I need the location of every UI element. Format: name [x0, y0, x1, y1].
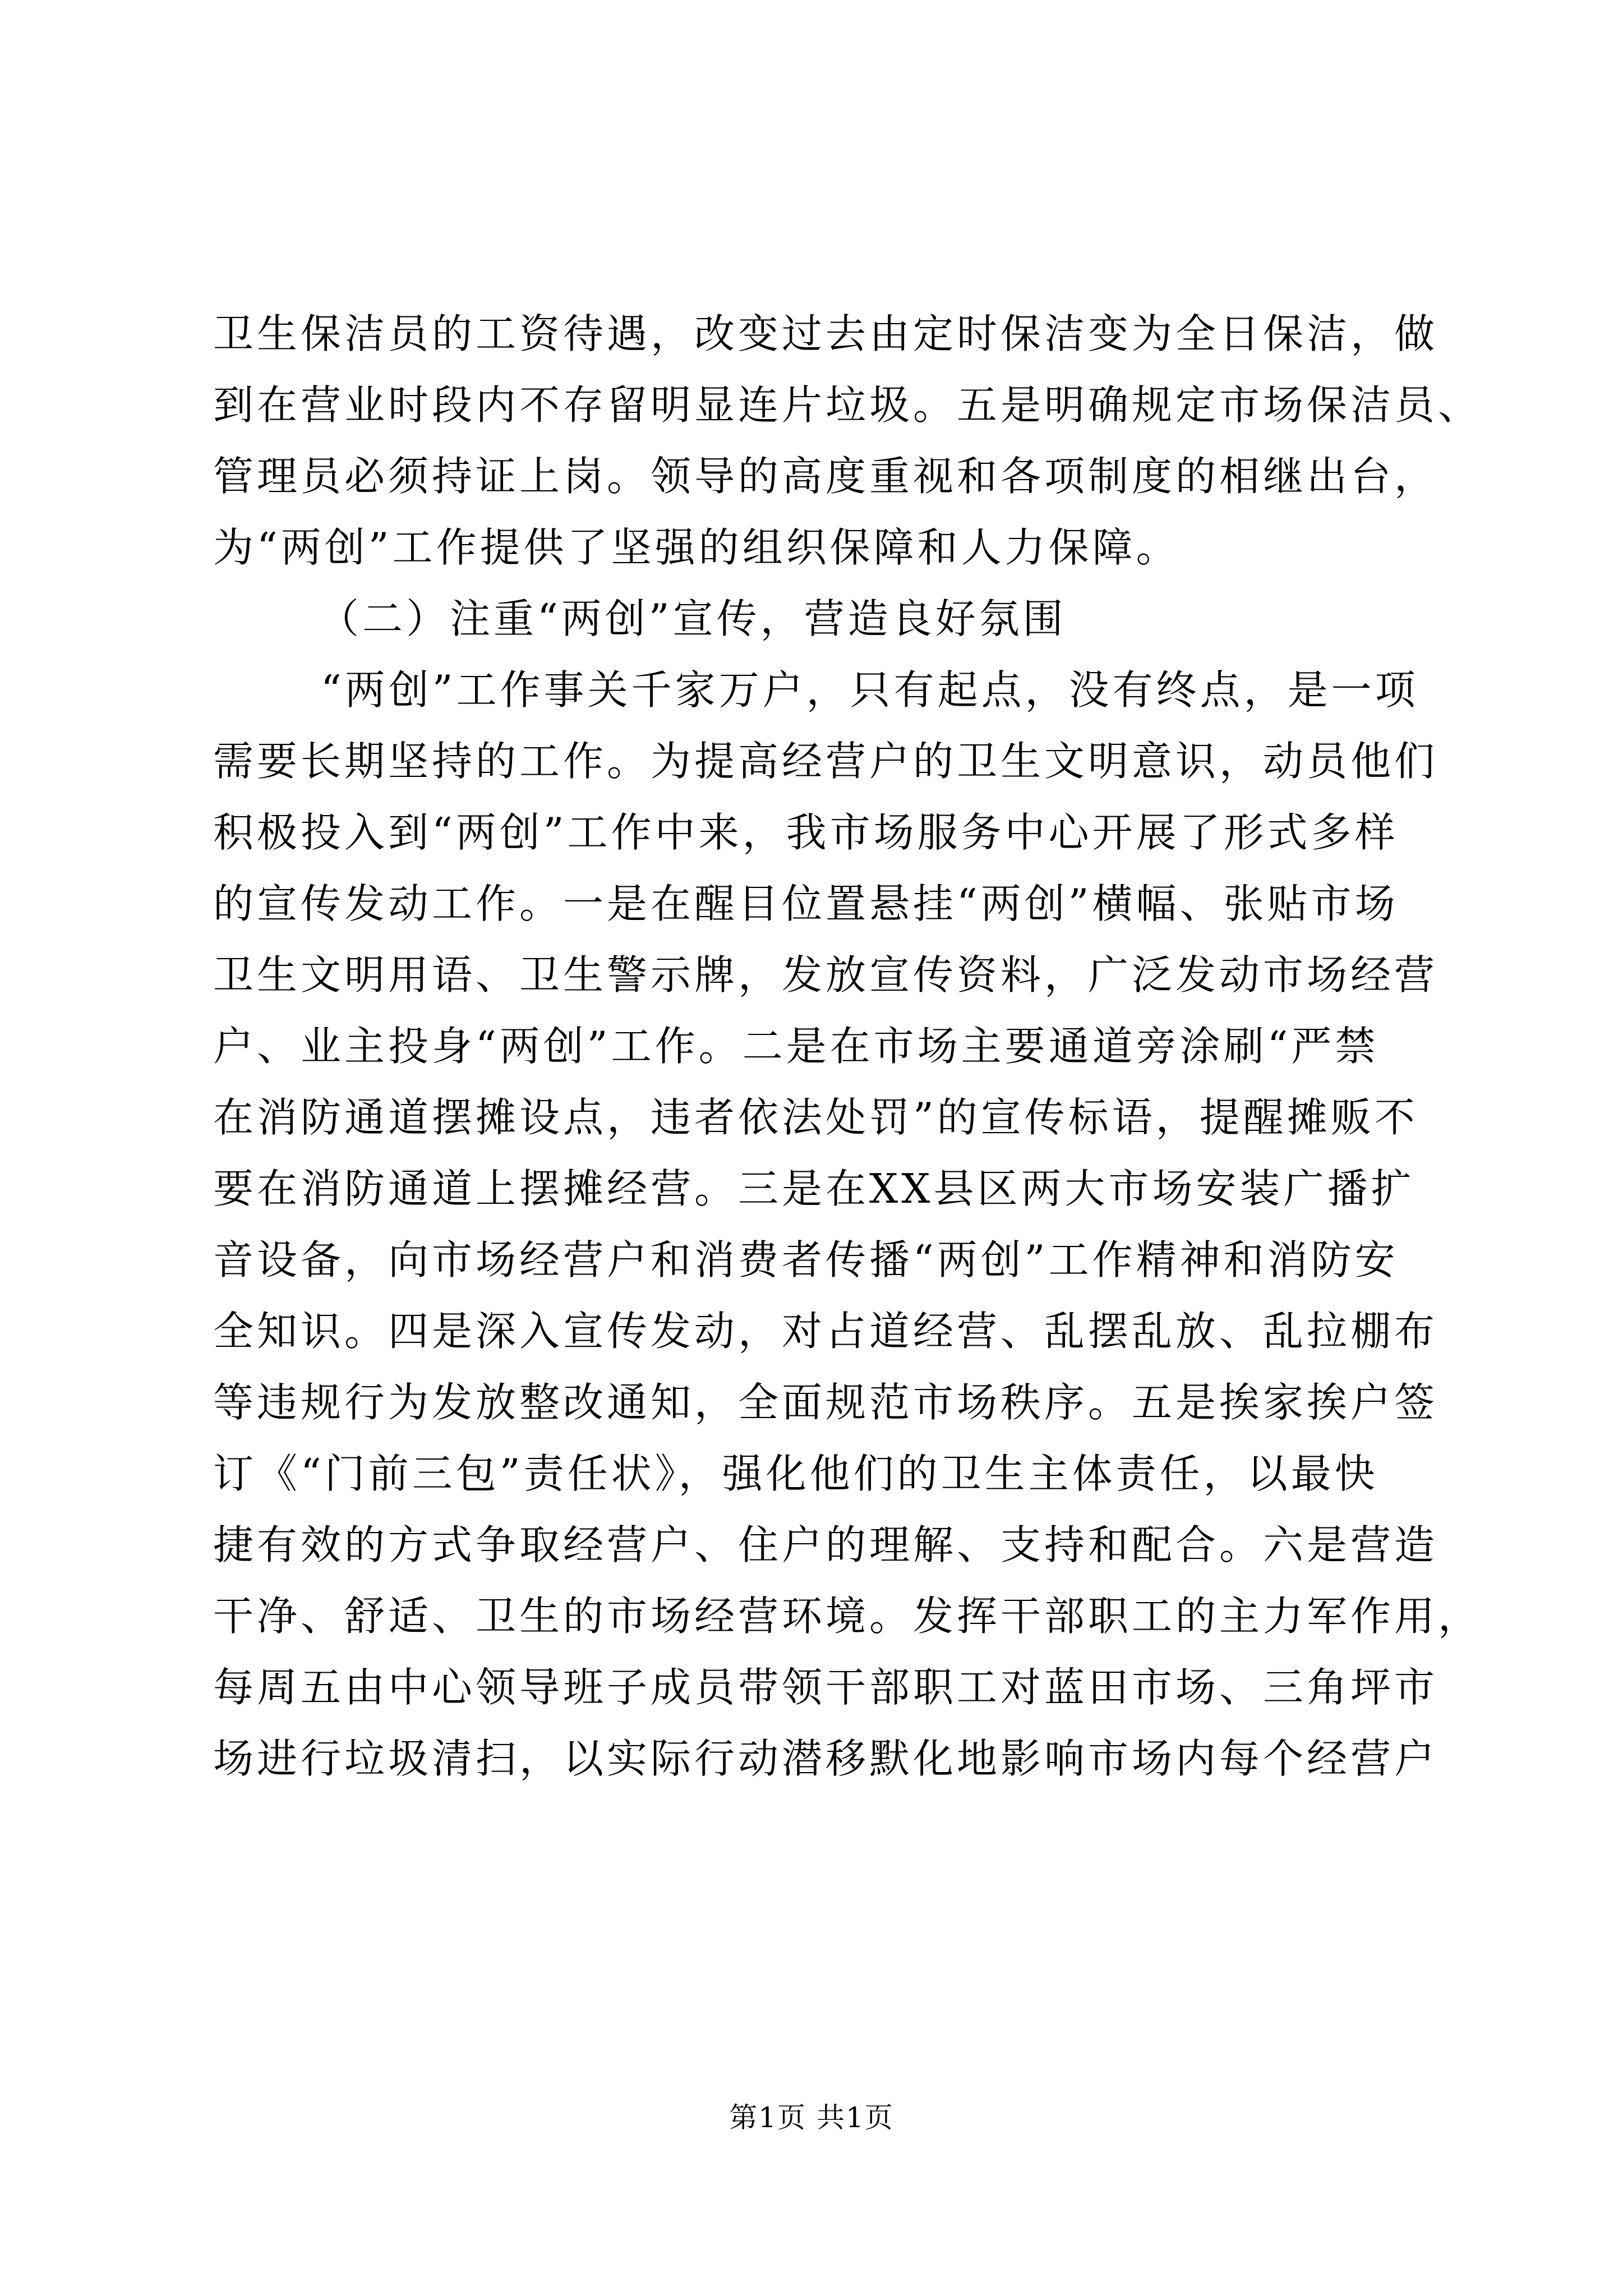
- body-text-line: 为“两创”工作提供了坚强的组织保障和人力保障。: [213, 524, 1180, 571]
- body-text-line: 到在营业时段内不存留明显连片垃圾。五是明确规定市场保洁员、: [213, 381, 1482, 429]
- body-text-line: 等违规行为发放整改通知，全面规范市场秩序。五是挨家挨户签: [213, 1379, 1438, 1426]
- body-text-line: 要在消防通道上摆摊经营。三是在XX县区两大市场安装广播扩: [213, 1165, 1415, 1212]
- body-text-line: 场进行垃圾清扫，以实际行动潜移默化地影响市场内每个经营户: [213, 1735, 1438, 1782]
- body-text-line: 干净、舒适、卫生的市场经营环境。发挥干部职工的主力军作用，: [213, 1593, 1482, 1640]
- body-text-line: 卫生文明用语、卫生警示牌，发放宣传资料，广泛发动市场经营: [213, 951, 1438, 999]
- body-text-line: 每周五由中心领导班子成员带领干部职工对蓝田市场、三角坪市: [213, 1664, 1438, 1711]
- body-text-line: 的宣传发动工作。一是在醒目位置悬挂“两创”横幅、张贴市场: [213, 880, 1399, 927]
- body-text-line: 捷有效的方式争取经营户、住户的理解、支持和配合。六是营造: [213, 1521, 1438, 1568]
- body-text-line: 积极投入到“两创”工作中来，我市场服务中心开展了形式多样: [213, 809, 1399, 856]
- section-heading: （二）注重“两创”宣传，营造良好氛围: [319, 595, 1067, 642]
- body-text-line: 卫生保洁员的工资待遇，改变过去由定时保洁变为全日保洁，做: [213, 310, 1438, 357]
- body-text-line: 在消防通道摆摊设点，违者依法处罚”的宣传标语，提醒摊贩不: [213, 1094, 1418, 1141]
- body-text-line: 户、业主投身“两创”工作。二是在市场主要通道旁涂刷“严禁: [213, 1023, 1379, 1070]
- body-text-line: 管理员必须持证上岗。领导的高度重视和各项制度的相继出台，: [213, 453, 1438, 500]
- body-text-line: 订《“门前三包”责任状》，强化他们的卫生主体责任，以最快: [213, 1450, 1378, 1497]
- page-number-footer: 第1页 共1页: [729, 2101, 894, 2134]
- body-text-line: 需要长期坚持的工作。为提高经营户的卫生文明意识，动员他们: [213, 738, 1438, 785]
- body-text-line: “两创”工作事关千家万户，只有起点，没有终点，是一项: [321, 666, 1419, 714]
- body-text-line: 音设备，向市场经营户和消费者传播“两创”工作精神和消防安: [213, 1236, 1399, 1283]
- body-text-line: 全知识。四是深入宣传发动，对占道经营、乱摆乱放、乱拉棚布: [213, 1308, 1438, 1355]
